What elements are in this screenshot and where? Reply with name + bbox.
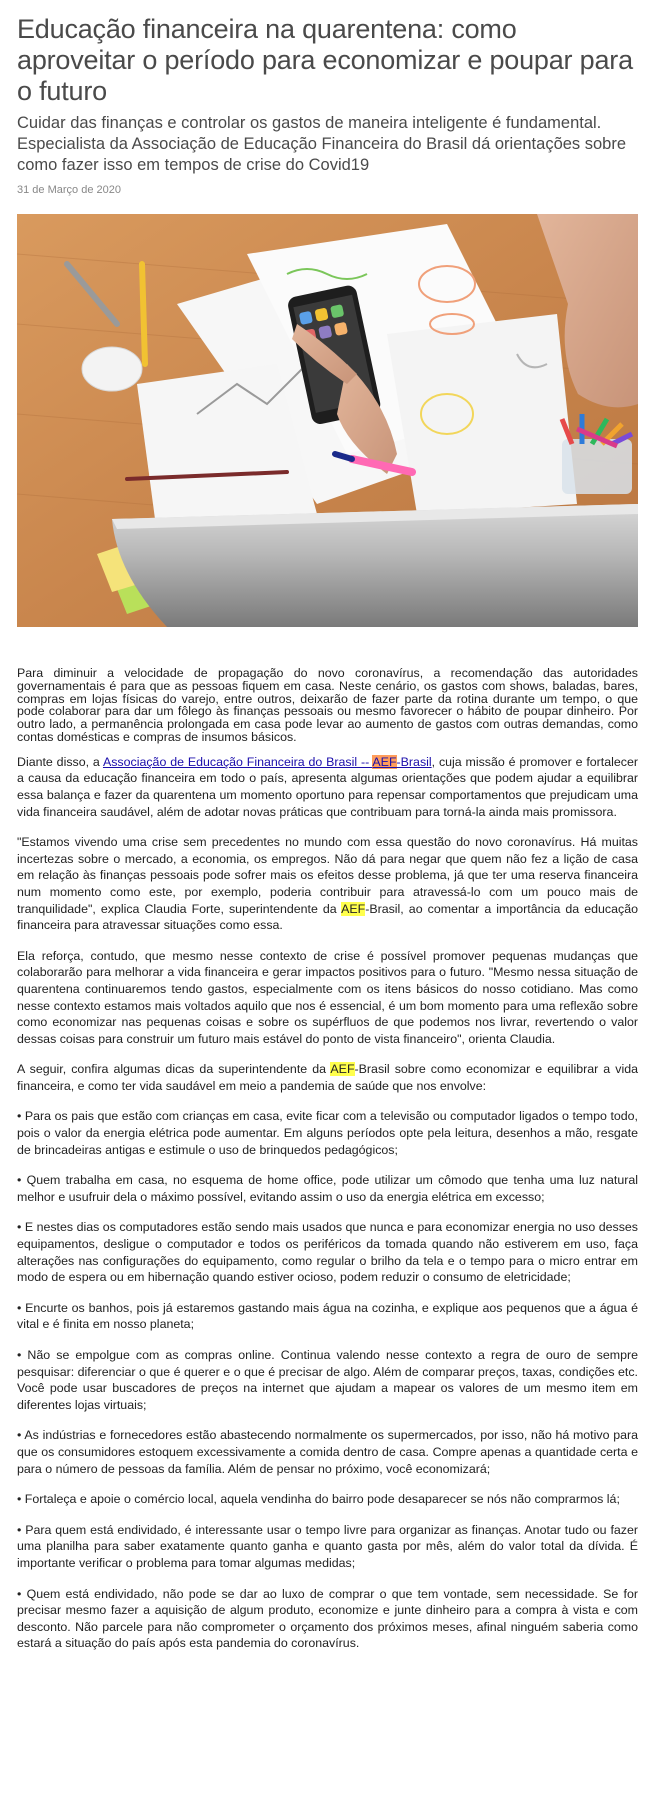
paragraph: [17, 754, 638, 820]
article-body: [17, 667, 638, 1652]
paragraph: Ela reforça, contudo, que mesmo nesse contexto de crise é possível promover pequenas mudanças que colaborarão para melhorar a vida financeira e gerar impactos positivos para o futuro. "Mesmo nessa situação de quarentena continuaremos tendo gastos, especialmente com os itens básicos do nosso cotidiano. Mas como nesse contexto estamos mais voltados aquilo que nos é essencial, é um bom momento para uma reflexão sobre como economizar nas pequenas coisas e sobre os supérfluos de que podemos nos livrar, revertendo o valor dessas coisas para construir um futuro mais estável do ponto de vista financeiro", orienta Claudia.: [17, 948, 638, 1046]
article-date: 31 de Março de 2020: [17, 184, 121, 196]
paragraph-text: Diante disso, a: [17, 754, 103, 769]
tip-item: • E nestes dias os computadores estão sendo mais usados que nunca e para economizar energia no uso desses equipamentos, desligue o computador e todos os periféricos da tomada quando não estiverem em uso, faça alterações nas configurações do equipamento, como regular o brilho da tela e o tempo para o micro entrar em modo de espera ou em hibernação quando estiver ocioso, podem reduzir o consumo de eletricidade;: [17, 1220, 638, 1285]
tip-item: • Para os pais que estão com crianças em casa, evite ficar com a televisão ou computador ligados o tempo todo, pois o valor da energia elétrica pode aumentar. Em alguns períodos opte pela leitura, desenhos a mão, resgate de brincadeiras antigas e estimule o uso de brinquedos pedagógicos;: [17, 1109, 638, 1157]
paragraph-text: , cuja missão é promover e fortalecer a causa da educação financeira em todo o país, apresenta algumas orientações que podem ajudar a equilibrar essa balança e fazer da quarentena um momento oportuno para repensar comportamentos que prejudicam uma vida financeira saudável, além de adotar novas práticas que contribuam para torná-la ainda mais promissora.: [17, 754, 638, 819]
paragraph-text: A seguir, confira algumas dicas da superintendente da: [17, 1062, 331, 1077]
tip-item: • Quem está endividado, não pode se dar ao luxo de comprar o que tem vontade, sem necessidade. Se for precisar mesmo fazer a aquisição de algum produto, economize e junte dinheiro para a compra à vista e com desconto. Não parcele para não comprometer o orçamento dos próximos meses, afinal ninguém saberia como estará a situação do país após esta pandemia do coronavírus.: [17, 1586, 638, 1651]
paragraph-text: -Brasil sobre como economizar e equilibrar a vida financeira, e como ter vida saudável em meio a pandemia de saúde que nos envolve:: [17, 1062, 639, 1093]
highlight-aef: AEF: [330, 1062, 355, 1077]
tip-item: • Não se empolgue com as compras online. Continua valendo nesse contexto a regra de ouro de sempre pesquisar: diferenciar o que é querer e o que é precisar de algo. Além de comparar preços, taxas, condições etc. Você pode usar buscadores de preços na internet que ajudam a mapear os valores de um mesmo item em diferentes lojas virtuais;: [17, 1348, 638, 1412]
highlight-aef: AEF: [341, 901, 366, 916]
paragraph: [17, 1061, 638, 1094]
paragraph: Para diminuir a velocidade de propagação do novo coronavírus, a recomendação das autoridades governamentais é para que as pessoas fiquem em casa. Neste cenário, os gastos com shows, baladas, bares, compras em lojas físicas do varejo, entre outros, deixarão de fazer parte da rotina durante um tempo, o que pode colaborar para dar um fôlego às finanças pessoais ou mesmo favorecer o hábito de poupar dinheiro. Por outro lado, a permanência prolongada em casa pode levar ao aumento de gastos com outras demandas, como contas domésticas e compras de insumos básicos.: [17, 666, 638, 744]
hero-image: [17, 214, 638, 627]
link-text: -Brasil: [396, 754, 432, 769]
tip-item: • Para quem está endividado, é interessante usar o tempo livre para organizar as finanças. Anotar tudo ou fazer uma planilha para saber exatamente quanto ganha e quanto gasta por mês, além do valor total da dívida. É importante verificar o problema para tomar algumas medidas;: [17, 1522, 638, 1570]
paragraph-text: "Estamos vivendo uma crise sem precedentes no mundo com essa questão do novo coronavírus. Há muitas incertezas sobre o mercado, a economia, os empregos. Não dá para negar que quem não fez a lição de casa em relação às finanças pessoais pode sofrer mais os efeitos desse problema, já que ter uma reserva financeira num momento como este, por exemplo, poderia contribuir para atravessá-lo com um pouco mais de tranquilidade", explica Claudia Forte, superintendente da: [17, 835, 638, 916]
paragraph-text: -Brasil, ao comentar a importância da educação financeira para atravessar situações como essa.: [17, 901, 638, 933]
tip-item: • Encurte os banhos, pois já estaremos gastando mais água na cozinha, e explique aos pequenos que a água é vital e é finita em nosso planeta;: [17, 1300, 638, 1332]
tip-item: • Fortaleça e apoie o comércio local, aquela vendinha do bairro pode desaparecer se nós não comprarmos lá;: [17, 1492, 620, 1507]
tip-item: • Quem trabalha em casa, no esquema de home office, pode utilizar um cômodo que tenha uma luz natural melhor e usufruir dela o máximo possível, evitando assim o uso da energia elétrica em excesso;: [17, 1173, 638, 1204]
aef-brasil-link[interactable]: [103, 755, 432, 769]
article-subtitle: Cuidar das finanças e controlar os gastos de maneira inteligente é fundamental. Especialista da Associação de Educação Financeira do Brasil dá orientações sobre como fazer isso em tempos de crise do Covid19: [17, 114, 627, 174]
paragraph: [17, 834, 638, 934]
highlight-aef: AEF: [372, 754, 397, 769]
link-text: Associação de Educação Financeira do Brasil --: [102, 754, 373, 769]
article-title: Educação financeira na quarentena: como aproveitar o período para economizar e poupar para o futuro: [17, 14, 633, 106]
desk-illustration: [17, 214, 638, 627]
tip-item: • As indústrias e fornecedores estão abastecendo normalmente os supermercados, por isso, não há motivo para que os consumidores estoquem excessivamente a comida dentro de casa. Compre apenas a quantidade certa e para o número de pessoas da família. Além de pensar no próximo, você economizará;: [17, 1428, 638, 1476]
